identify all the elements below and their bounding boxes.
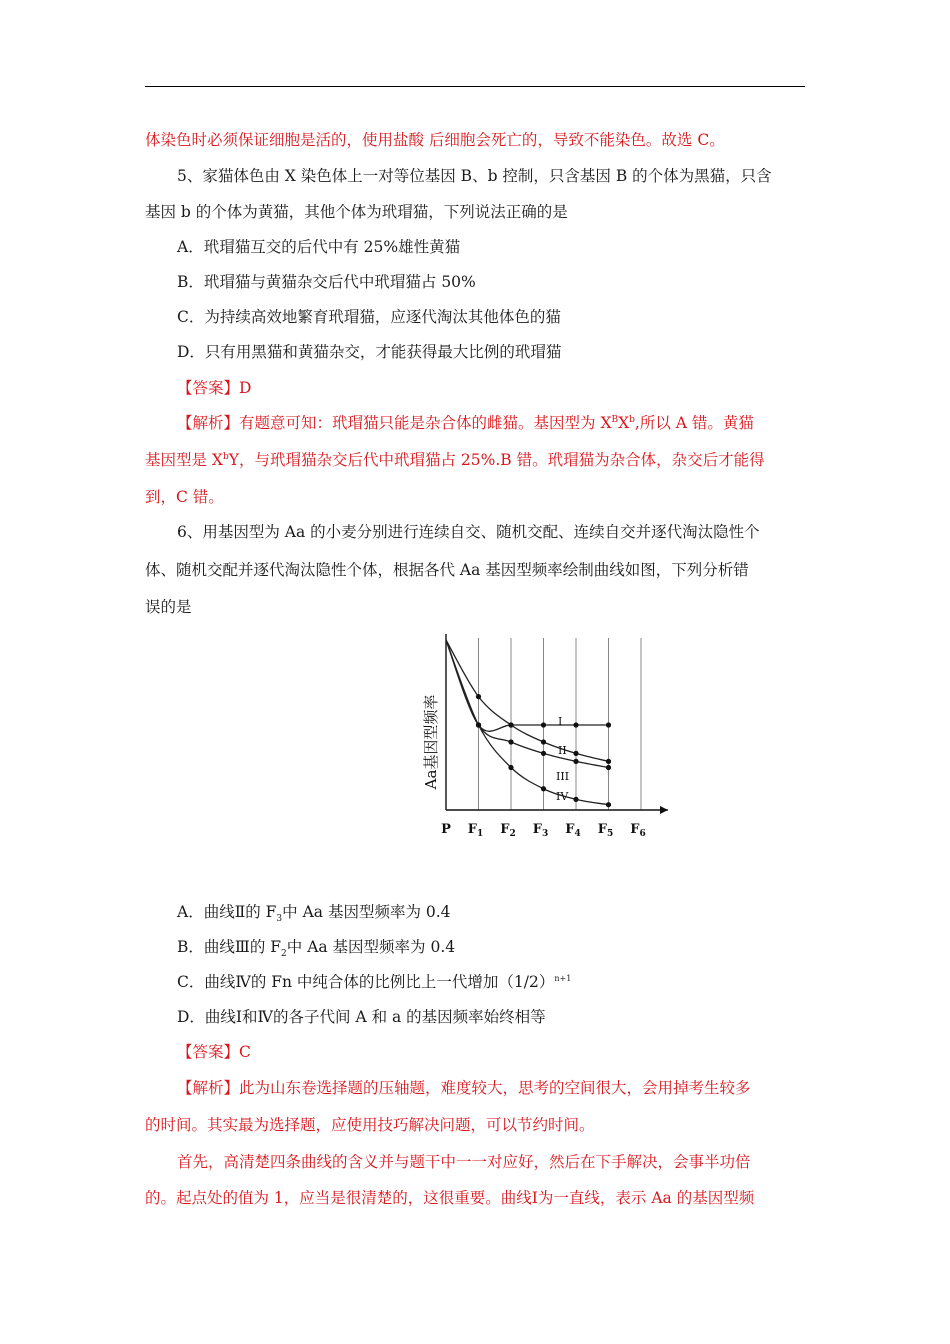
q6-option-d: D．曲线Ⅰ和Ⅳ的各子代间 A 和 a 的基因频率始终相等	[177, 1008, 546, 1026]
series-point-III-4	[573, 759, 578, 764]
series-point-IV-4	[573, 797, 578, 802]
chart-series	[446, 640, 611, 807]
series-point-II-2	[508, 722, 513, 727]
q5-stem-line1: 5、家猫体色由 X 染色体上一对等位基因 B、b 控制，只含基因 B 的个体为黑猫，只含	[177, 167, 772, 185]
explanation-label: 【解析】	[177, 414, 240, 432]
series-point-I-4	[573, 722, 578, 727]
series-point-II-5	[606, 759, 611, 764]
series-label-III: III	[556, 770, 570, 783]
series-line-I	[446, 640, 609, 731]
series-point-IV-5	[606, 802, 611, 807]
series-point-III-3	[541, 751, 546, 756]
series-point-II-1	[476, 694, 481, 699]
q6-option-c: C．曲线Ⅳ的 Fn 中纯合体的比例比上一代增加$(1/2)^{n+1}$	[177, 973, 572, 991]
q5-answer	[177, 376, 839, 398]
q6-option-a: A．曲线Ⅱ的 $F_3$中 Aa 基因型频率为 0.4	[177, 903, 451, 925]
x-tick-label-F6: $F_6$	[630, 822, 646, 839]
q5-option-a: A．玳瑁猫互交的后代中有 25%雄性黄猫	[177, 238, 461, 256]
series-point-III-5	[606, 765, 611, 770]
series-point-II-4	[573, 751, 578, 756]
series-point-IV-2	[508, 765, 513, 770]
series-point-IV-3	[541, 786, 546, 791]
series-point-I-3	[541, 722, 546, 727]
q5-stem-line2: 基因 b 的个体为黄猫，其他个体为玳瑁猫，下列说法正确的是	[145, 203, 568, 221]
x-tick-label-F4: $F_4$	[565, 822, 581, 839]
series-point-I-5	[606, 722, 611, 727]
series-point-II-3	[541, 739, 546, 744]
q5-option-c: C．为持续高效地繁育玳瑁猫，应逐代淘汰其他体色的猫	[177, 308, 561, 326]
q6-answer	[177, 1040, 839, 1062]
x-tick-label-F1: $F_1$	[467, 822, 484, 839]
q5-option-d: D．只有用黑猫和黄猫杂交，才能获得最大比例的玳瑁猫	[177, 343, 562, 361]
x-tick-label-F3: $F_3$	[532, 822, 549, 839]
x-tick-label-F5: $F_5$	[597, 822, 614, 839]
q6-stem-line3: 误的是	[145, 598, 192, 616]
series-point-IV-1	[476, 722, 481, 727]
aa-frequency-chart	[410, 630, 680, 845]
q5-option-b: B．玳瑁猫与黄猫杂交后代中玳瑁猫占 50%	[177, 273, 476, 291]
q6-explanation-line4: 的。起点处的值为 1，应当是很清楚的，这很重要。曲线Ⅰ为一直线，表示 Aa 的基因型频	[145, 1189, 755, 1207]
q6-option-b: B．曲线Ⅲ的 $F_2$中 Aa 基因型频率为 0.4	[177, 938, 456, 960]
series-label-I: I	[558, 715, 563, 728]
y-axis-label: Aa基因型频率	[422, 694, 440, 790]
x-tick-label-F2: $F_2$	[500, 822, 516, 839]
explanation-label: 【解析】	[177, 1079, 240, 1097]
x-tick-label-P: P	[441, 822, 451, 837]
series-label-IV: IV	[556, 790, 569, 803]
q6-explanation-line3: 首先，高清楚四条曲线的含义并与题干中一一对应好，然后在下手解决，会事半功倍	[177, 1153, 751, 1171]
series-line-IV	[446, 640, 609, 805]
q5-explanation-line3: 到，C 错。	[145, 488, 224, 506]
q5-explanation-line1: 【解析】有题意可知：玳瑁猫只能是杂合体的雌猫。基因型为 $X^BX^b$,所以 A 错。黄猫	[177, 414, 754, 432]
q6-stem-line2: 体、随机交配并逐代淘汰隐性个体，根据各代 Aa 基因型频率绘制曲线如图，下列分析错	[145, 561, 749, 579]
chart-tick-labels	[441, 822, 646, 839]
series-line-III	[446, 640, 609, 768]
q6-explanation-line1: 【解析】此为山东卷选择题的压轴题，难度较大，思考的空间很大，会用掉考生较多	[177, 1079, 751, 1097]
series-label-II: II	[558, 744, 567, 757]
q6-stem-line1: 6、用基因型为 Aa 的小麦分别进行连续自交、随机交配、连续自交并逐代淘汰隐性个	[177, 523, 760, 541]
q6-explanation-line2: 的时间。其实最为选择题，应使用技巧解决问题，可以节约时间。	[145, 1116, 595, 1134]
answer-label: 【答案】	[177, 1043, 240, 1061]
q5-explanation-line2: 基因型是 $X^bY$，与玳瑁猫杂交后代中玳瑁猫占 25%.B 错。玳瑁猫为杂合体，杂交后才能得	[145, 451, 765, 469]
carry-over-explanation: 体染色时必须保证细胞是活的，使用盐酸 后细胞会死亡的，导致不能染色。故选 C。	[145, 131, 725, 149]
answer-label: 【答案】	[177, 379, 240, 397]
answer-value: C	[239, 1043, 251, 1061]
header-rule	[145, 86, 805, 87]
x-axis-arrow	[660, 806, 668, 814]
series-line-II	[446, 640, 609, 761]
series-point-III-2	[508, 739, 513, 744]
answer-value: D	[239, 379, 252, 397]
